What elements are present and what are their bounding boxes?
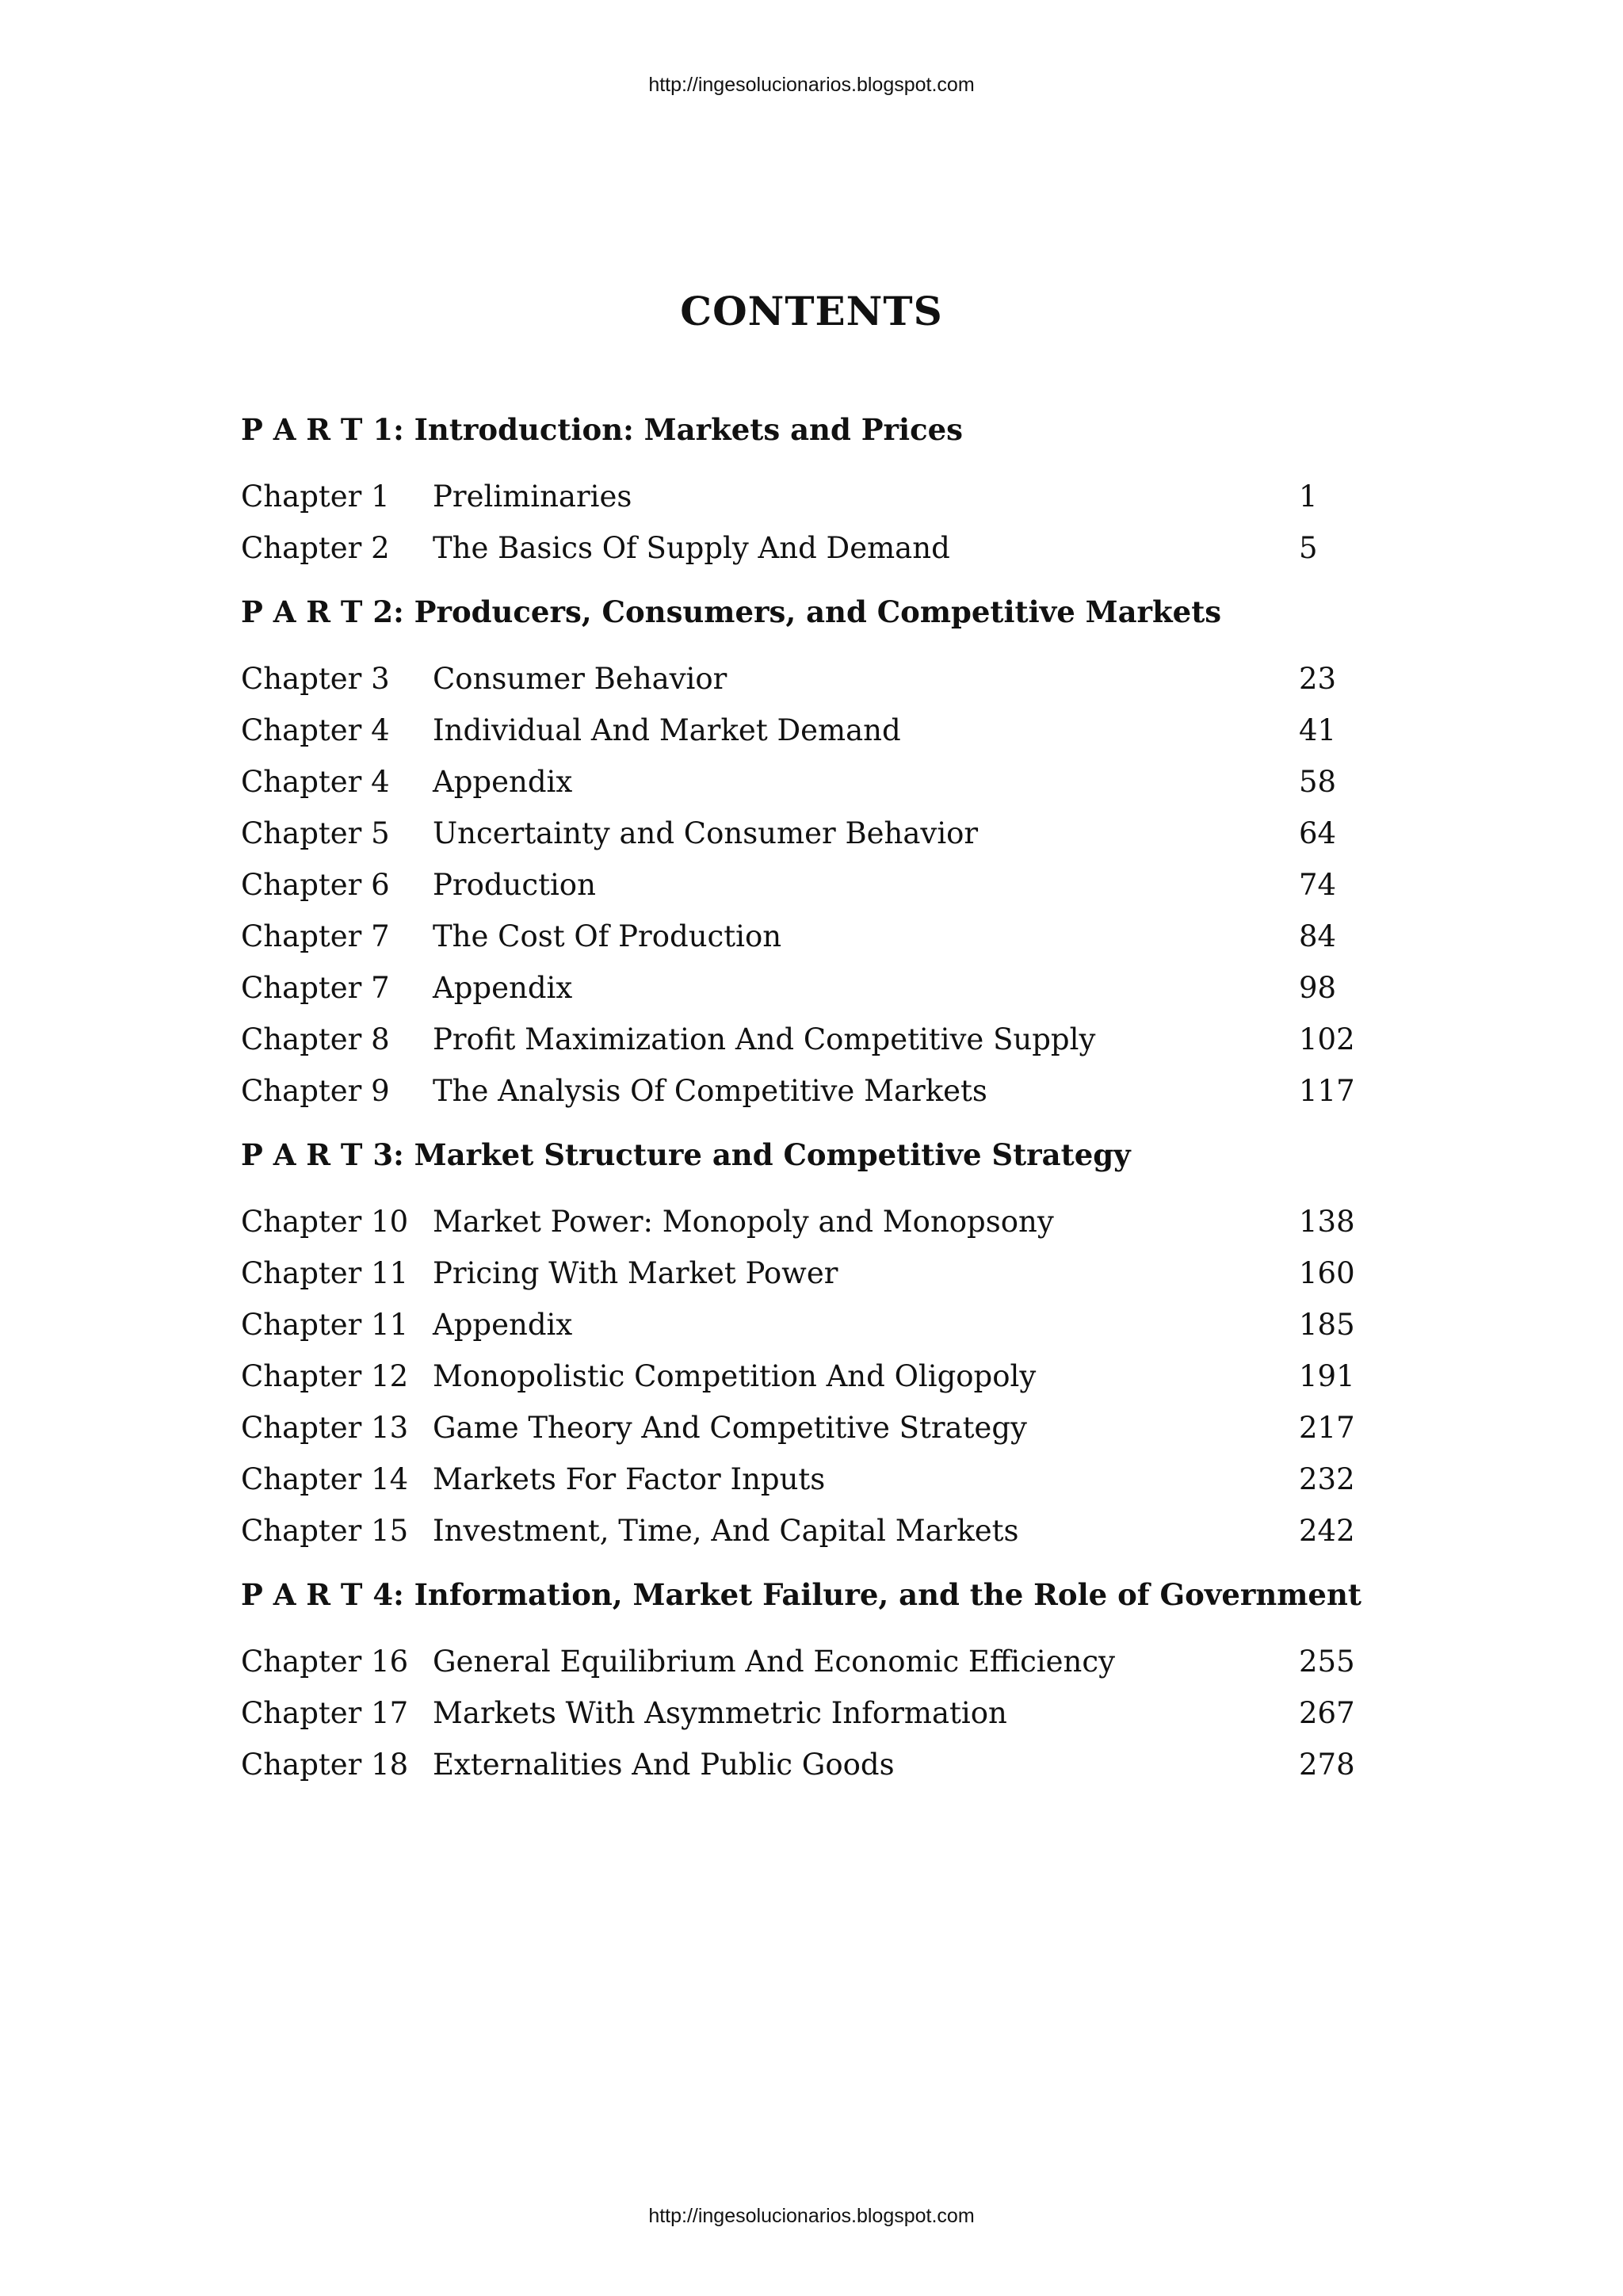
chapter-title: Investment, Time, And Capital Markets <box>433 1514 1019 1548</box>
chapter-number: Chapter 7 <box>241 919 390 953</box>
chapter-title: Preliminaries <box>433 479 632 514</box>
chapter-page-number: 98 <box>1299 971 1337 1005</box>
chapter-page-number: 160 <box>1299 1256 1355 1290</box>
toc-entry[interactable] <box>241 1454 1355 1505</box>
chapter-number: Chapter 6 <box>241 868 390 902</box>
toc-entry[interactable] <box>241 1505 1355 1557</box>
chapter-title: Markets With Asymmetric Information <box>433 1696 1007 1730</box>
chapter-title: Pricing With Market Power <box>433 1256 838 1290</box>
chapter-number: Chapter 1 <box>241 479 390 514</box>
chapter-title: Appendix <box>433 765 573 799</box>
chapter-page-number: 74 <box>1299 868 1337 902</box>
chapter-number: Chapter 12 <box>241 1359 409 1393</box>
footer-url[interactable]: http://ingesolucionarios.blogspot.com <box>648 2205 975 2227</box>
chapter-page-number: 242 <box>1299 1514 1355 1548</box>
chapter-page-number: 1 <box>1299 479 1318 514</box>
chapter-title: The Basics Of Supply And Demand <box>433 531 950 565</box>
chapter-page-number: 5 <box>1299 531 1318 565</box>
toc-entry[interactable] <box>241 1065 1355 1117</box>
chapter-page-number: 217 <box>1299 1411 1355 1445</box>
chapter-title: Monopolistic Competition And Oligopoly <box>433 1359 1037 1393</box>
chapter-title: Markets For Factor Inputs <box>433 1462 826 1496</box>
chapter-number: Chapter 3 <box>241 662 390 696</box>
chapter-number: Chapter 5 <box>241 816 390 850</box>
chapter-number: Chapter 15 <box>241 1514 409 1548</box>
chapter-page-number: 102 <box>1299 1022 1355 1056</box>
chapter-title: Appendix <box>433 1308 573 1342</box>
toc-entry[interactable] <box>241 911 1350 962</box>
part-heading: P A R T 1: Introduction: Markets and Prices <box>241 412 963 447</box>
toc-entry[interactable] <box>241 1402 1355 1454</box>
chapter-number: Chapter 18 <box>241 1748 409 1782</box>
chapter-page-number: 23 <box>1299 662 1337 696</box>
chapter-title: General Equilibrium And Economic Efficiency <box>433 1645 1115 1679</box>
chapter-number: Chapter 7 <box>241 971 390 1005</box>
chapter-title: Individual And Market Demand <box>433 713 901 747</box>
chapter-title: Externalities And Public Goods <box>433 1748 895 1782</box>
chapter-title: Uncertainty and Consumer Behavior <box>433 816 979 850</box>
chapter-number: Chapter 2 <box>241 531 390 565</box>
toc-entry[interactable] <box>241 1247 1355 1299</box>
chapter-number: Chapter 16 <box>241 1645 409 1679</box>
chapter-number: Chapter 4 <box>241 713 390 747</box>
chapter-page-number: 41 <box>1299 713 1337 747</box>
chapter-title: Appendix <box>433 971 573 1005</box>
chapter-title: Production <box>433 868 596 902</box>
part-heading: P A R T 3: Market Structure and Competitive Strategy <box>241 1137 1131 1172</box>
toc-entry[interactable] <box>241 756 1350 808</box>
chapter-page-number: 117 <box>1299 1074 1355 1108</box>
chapter-page-number: 138 <box>1299 1205 1355 1239</box>
chapter-title: Profit Maximization And Competitive Supply <box>433 1022 1096 1056</box>
part-spacer <box>241 637 1350 653</box>
toc-entry[interactable] <box>241 1299 1355 1350</box>
toc-part <box>241 1569 1361 1790</box>
toc-part <box>241 1129 1355 1557</box>
chapter-page-number: 255 <box>1299 1645 1355 1679</box>
chapter-page-number: 191 <box>1299 1359 1355 1393</box>
chapter-number: Chapter 11 <box>241 1308 409 1342</box>
toc-entry[interactable] <box>241 808 1350 859</box>
toc-entry[interactable] <box>241 962 1350 1014</box>
chapter-page-number: 278 <box>1299 1748 1355 1782</box>
toc-part <box>241 404 1350 574</box>
chapter-number: Chapter 13 <box>241 1411 409 1445</box>
chapter-number: Chapter 9 <box>241 1074 390 1108</box>
toc-entry[interactable] <box>241 1636 1355 1687</box>
toc-entry[interactable] <box>241 1739 1355 1790</box>
toc-entry[interactable] <box>241 859 1350 911</box>
chapter-page-number: 84 <box>1299 919 1337 953</box>
chapter-title: Consumer Behavior <box>433 662 727 696</box>
part-spacer <box>241 1620 1350 1636</box>
toc-entry[interactable] <box>241 522 1350 574</box>
toc-entry[interactable] <box>241 1687 1355 1739</box>
toc-entry[interactable] <box>241 653 1350 705</box>
chapter-number: Chapter 14 <box>241 1462 409 1496</box>
chapter-number: Chapter 10 <box>241 1205 409 1239</box>
page-title: CONTENTS <box>680 288 943 334</box>
chapter-number: Chapter 4 <box>241 765 390 799</box>
chapter-page-number: 58 <box>1299 765 1337 799</box>
chapter-number: Chapter 11 <box>241 1256 409 1290</box>
toc-entry[interactable] <box>241 1014 1355 1065</box>
toc-entry[interactable] <box>241 1196 1355 1247</box>
chapter-page-number: 267 <box>1299 1696 1355 1730</box>
chapter-title: The Cost Of Production <box>433 919 782 953</box>
toc-part <box>241 586 1355 1117</box>
part-heading: P A R T 2: Producers, Consumers, and Competitive Markets <box>241 594 1222 629</box>
part-spacer <box>241 455 1350 471</box>
part-spacer <box>241 1180 1350 1196</box>
chapter-page-number: 232 <box>1299 1462 1355 1496</box>
toc-entry[interactable] <box>241 705 1350 756</box>
toc-entry[interactable] <box>241 471 1350 522</box>
chapter-number: Chapter 8 <box>241 1022 390 1056</box>
table-of-contents <box>241 404 1361 1790</box>
chapter-page-number: 64 <box>1299 816 1337 850</box>
part-heading: P A R T 4: Information, Market Failure, and the Role of Government <box>241 1577 1361 1612</box>
chapter-page-number: 185 <box>1299 1308 1355 1342</box>
header-url[interactable]: http://ingesolucionarios.blogspot.com <box>648 74 975 96</box>
chapter-title: Game Theory And Competitive Strategy <box>433 1411 1027 1445</box>
chapter-title: Market Power: Monopoly and Monopsony <box>433 1205 1054 1239</box>
toc-entry[interactable] <box>241 1350 1355 1402</box>
chapter-number: Chapter 17 <box>241 1696 409 1730</box>
chapter-title: The Analysis Of Competitive Markets <box>433 1074 987 1108</box>
